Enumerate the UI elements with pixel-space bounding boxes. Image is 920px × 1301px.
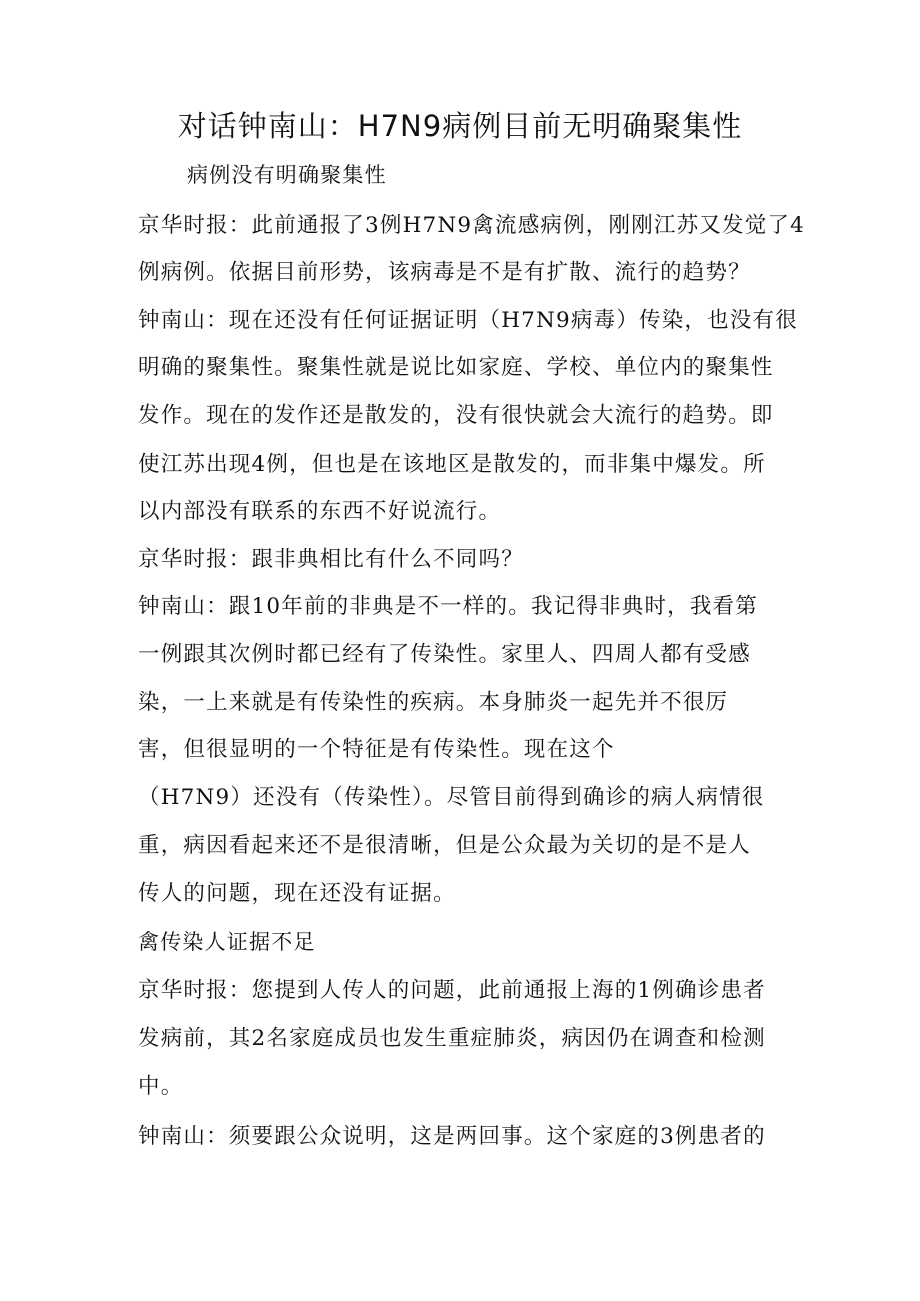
paragraph-line: 以内部没有联系的东西不好说流行。 (138, 499, 502, 524)
paragraph-line: 钟南山：须要跟公众说明，这是两回事。这个家庭的3例患者的 (138, 1124, 766, 1149)
paragraph-line: 传人的问题，现在还没有证据。 (138, 881, 456, 906)
paragraph-line: 发病前，其2名家庭成员也发生重症肺炎，病因仍在调查和检测 (138, 1026, 766, 1051)
paragraph-line: 钟南山：现在还没有任何证据证明（H7N9病毒）传染，也没有很 (138, 308, 798, 333)
paragraph-line: 京华时报：此前通报了3例H7N9禽流感病例，刚刚江苏又发觉了4 (138, 213, 805, 238)
paragraph-line: 重，病因看起来还不是很清晰，但是公众最为关切的是不是人 (138, 833, 751, 858)
section-heading: 病例没有明确聚集性 (187, 163, 387, 187)
paragraph-line: 京华时报：跟非典相比有什么不同吗？ (138, 547, 524, 572)
document-title: 对话钟南山：H7N9病例目前无明确聚集性 (177, 109, 743, 143)
paragraph-line: （H7N9）还没有（传染性）。尽管目前得到确诊的病人病情很 (138, 785, 765, 810)
paragraph-line: 中。 (138, 1074, 184, 1099)
paragraph-line: 使江苏出现4例，但也是在该地区是散发的，而非集中爆发。所 (138, 452, 766, 477)
section-heading: 禽传染人证据不足 (138, 930, 316, 954)
paragraph-line: 京华时报：您提到人传人的问题，此前通报上海的1例确诊患者 (138, 978, 766, 1003)
paragraph-line: 例病例。依据目前形势，该病毒是不是有扩散、流行的趋势？ (138, 260, 751, 285)
paragraph-line: 害，但很显明的一个特征是有传染性。现在这个 (138, 737, 615, 762)
paragraph-line: 明确的聚集性。聚集性就是说比如家庭、学校、单位内的聚集性 (138, 355, 774, 380)
paragraph-line: 一例跟其次例时都已经有了传染性。家里人、四周人都有受感 (138, 642, 751, 667)
paragraph-line: 发作。现在的发作还是散发的，没有很快就会大流行的趋势。即 (138, 403, 774, 428)
paragraph-line: 染，一上来就是有传染性的疾病。本身肺炎一起先并不很厉 (138, 690, 729, 715)
paragraph-line: 钟南山：跟10年前的非典是不一样的。我记得非典时，我看第 (138, 594, 758, 619)
